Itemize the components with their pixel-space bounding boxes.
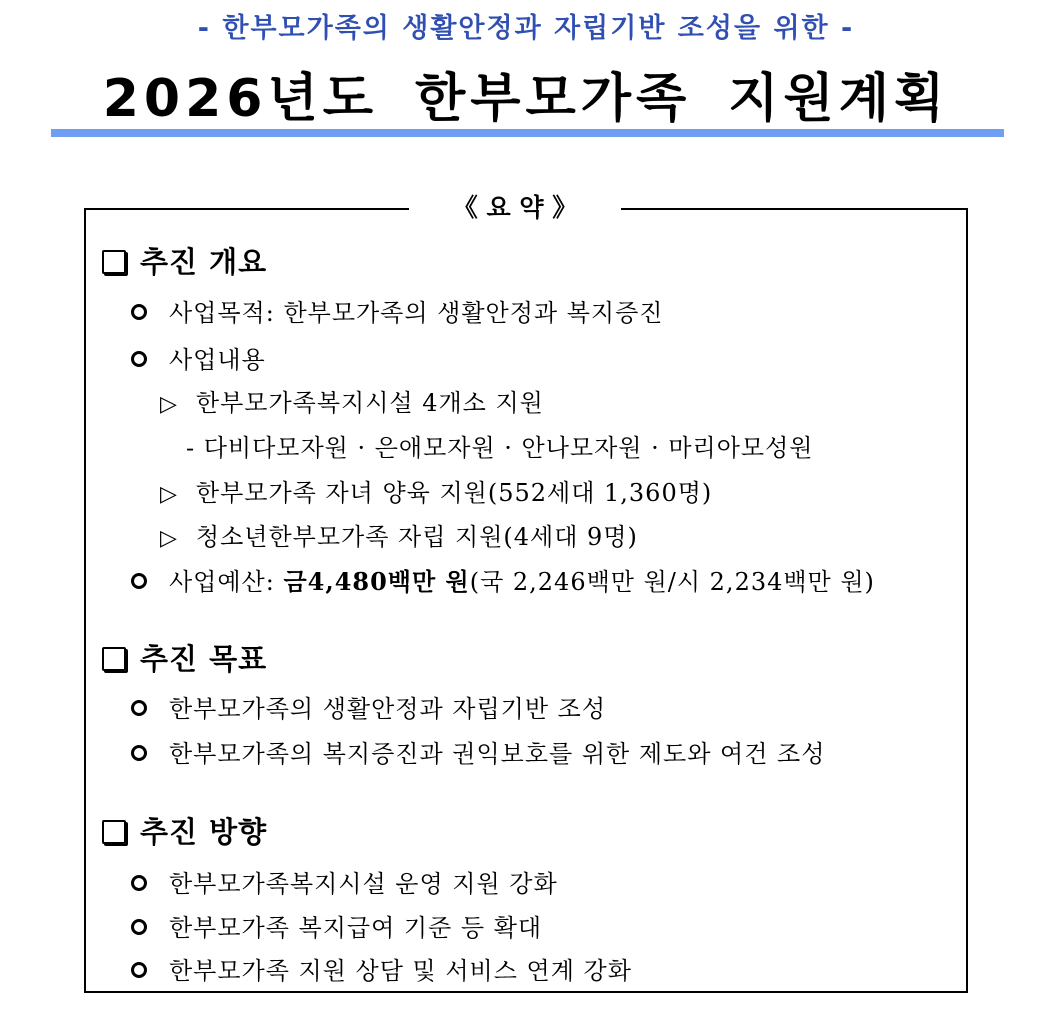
list-item-text: 한부모가족의 생활안정과 자립기반 조성	[169, 695, 607, 723]
sub-item-text: 한부모가족복지시설 4개소 지원	[195, 389, 544, 417]
list-item-text: 한부모가족복지시설 운영 지원 강화	[169, 870, 558, 898]
sub-item-text: 한부모가족 자녀 양육 지원(552세대 1,360명)	[195, 479, 713, 507]
circle-bullet-icon	[131, 919, 147, 935]
budget-prefix: 사업예산:	[169, 568, 284, 596]
circle-bullet-icon	[131, 875, 147, 891]
budget-detail: (국 2,246백만 원/시 2,234백만 원)	[469, 568, 875, 596]
section-heading-direction	[102, 810, 267, 851]
sub-item-facilities	[160, 383, 544, 418]
list-item-content	[131, 340, 266, 375]
list-item-text: 한부모가족 지원 상담 및 서비스 연계 강화	[169, 957, 632, 985]
list-item	[131, 864, 558, 899]
list-item	[131, 734, 825, 769]
list-item	[131, 908, 542, 943]
document-title: 2026년도 한부모가족 지원계획	[102, 69, 950, 129]
sub-item-text: 청소년한부모가족 자립 지원(4세대 9명)	[195, 523, 638, 551]
document-subtitle: - 한부모가족의 생활안정과 자립기반 조성을 위한 -	[197, 13, 855, 44]
sub-item-youth-support	[160, 517, 638, 552]
checkbox-square-icon	[102, 647, 126, 671]
section-heading-goals	[102, 637, 267, 678]
circle-bullet-icon	[131, 962, 147, 978]
section-heading-label: 추진 목표	[140, 642, 268, 676]
sub-item-detail-text: - 다비다모자원 · 은애모자원 · 안나모자원 · 마리아모성원	[186, 434, 814, 462]
budget-amount: 금4,480백만 원	[283, 567, 470, 596]
section-heading-label: 추진 개요	[140, 245, 268, 279]
circle-bullet-icon	[131, 304, 147, 320]
list-item	[131, 689, 606, 724]
list-item-text: 사업목적: 한부모가족의 생활안정과 복지증진	[169, 299, 664, 327]
list-item-text: 사업내용	[169, 346, 266, 374]
summary-label: 《 요 약 》	[409, 190, 621, 226]
sub-item-facility-names	[186, 428, 813, 463]
list-item	[131, 951, 632, 986]
circle-bullet-icon	[131, 573, 147, 589]
circle-bullet-icon	[131, 700, 147, 716]
circle-bullet-icon	[131, 745, 147, 761]
checkbox-square-icon	[102, 820, 126, 844]
checkbox-square-icon	[102, 250, 126, 274]
triangle-right-icon: ▷	[160, 392, 178, 417]
section-heading-overview	[102, 240, 267, 281]
list-item-purpose	[131, 293, 663, 328]
list-item-text: 한부모가족의 복지증진과 권익보호를 위한 제도와 여건 조성	[169, 740, 826, 768]
circle-bullet-icon	[131, 351, 147, 367]
list-item-budget	[131, 562, 875, 597]
sub-item-child-support	[160, 473, 712, 508]
section-heading-label: 추진 방향	[140, 815, 268, 849]
triangle-right-icon: ▷	[160, 526, 178, 551]
triangle-right-icon: ▷	[160, 482, 178, 507]
title-underline	[51, 129, 1004, 137]
list-item-text: 한부모가족 복지급여 기준 등 확대	[169, 914, 543, 942]
